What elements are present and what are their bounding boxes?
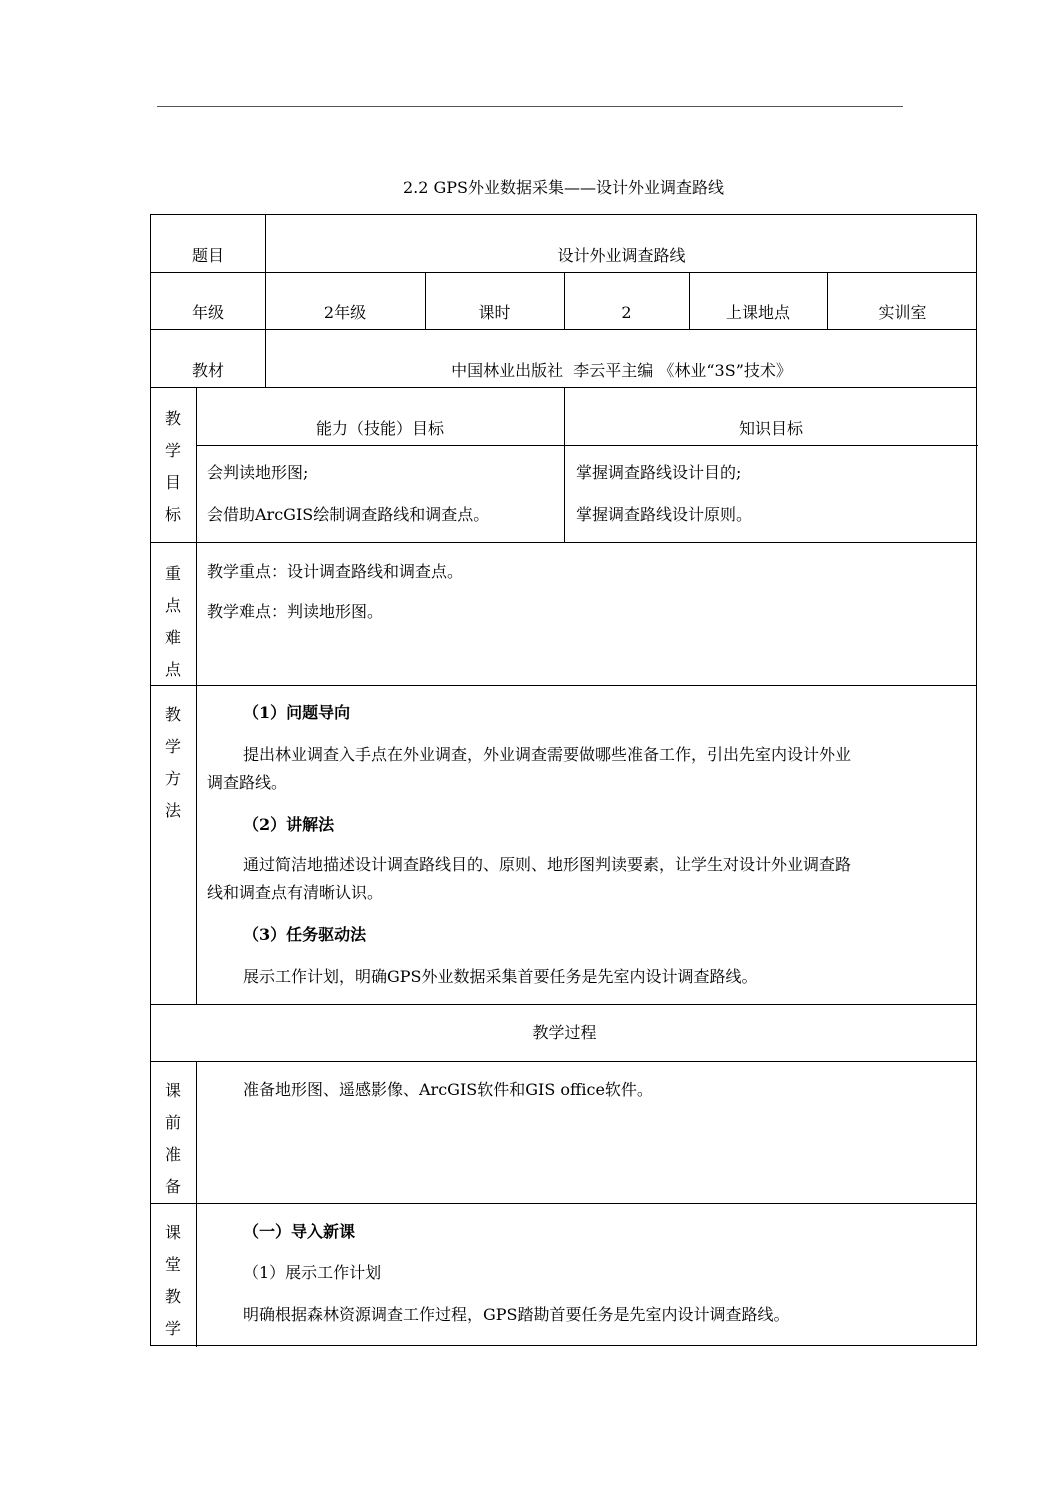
ability-item: 会借助ArcGIS绘制调查路线和调查点。 bbox=[207, 505, 490, 524]
teaching-process-header: 教学过程 bbox=[532, 1023, 597, 1042]
row-divider bbox=[151, 542, 976, 543]
location-value: 实训室 bbox=[878, 303, 927, 322]
ability-item: 会判读地形图; bbox=[207, 463, 309, 482]
classroom-section-title: （一）导入新课 bbox=[243, 1222, 356, 1241]
method-1-text-cont: 调查路线。 bbox=[207, 773, 288, 792]
grade-value: 2年级 bbox=[323, 303, 367, 322]
method-3-text: 展示工作计划，明确GPS外业数据采集首要任务是先室内设计调查路线。 bbox=[243, 967, 758, 986]
textbook-label: 教材 bbox=[191, 361, 224, 380]
method-1-text: 提出林业调查入手点在外业调查，外业调查需要做哪些准备工作，引出先室内设计外业 bbox=[243, 745, 852, 764]
col-divider bbox=[196, 387, 197, 1004]
method-2-title: （2）讲解法 bbox=[243, 815, 335, 834]
row-divider bbox=[151, 329, 976, 330]
preparation-side-label: 课 前 准 备 bbox=[164, 1081, 181, 1196]
key-points-side-label: 重 点 难 点 bbox=[164, 564, 181, 679]
classroom-subtitle: （1）展示工作计划 bbox=[243, 1263, 382, 1282]
method-1-title: （1）问题导向 bbox=[243, 703, 351, 722]
row-divider bbox=[151, 1203, 976, 1204]
method-2-text-cont: 线和调查点有清晰认识。 bbox=[207, 883, 384, 902]
row-divider bbox=[151, 685, 976, 686]
grade-label: 年级 bbox=[191, 303, 224, 322]
classroom-text: 明确根据森林资源调查工作过程，GPS踏勘首要任务是先室内设计调查路线。 bbox=[243, 1305, 790, 1324]
teaching-difficulty: 教学难点：判读地形图。 bbox=[207, 602, 384, 621]
col-divider bbox=[265, 215, 266, 387]
hours-value: 2 bbox=[621, 303, 632, 322]
teaching-focus: 教学重点：设计调查路线和调查点。 bbox=[207, 562, 464, 581]
location-label: 上课地点 bbox=[725, 303, 790, 322]
knowledge-item: 掌握调查路线设计目的; bbox=[576, 463, 742, 482]
col-divider bbox=[196, 1061, 197, 1347]
method-2-text: 通过简洁地描述设计调查路线目的、原则、地形图判读要素，让学生对设计外业调查路 bbox=[243, 855, 852, 874]
methods-side-label: 教 学 方 法 bbox=[164, 705, 181, 820]
textbook-value: 中国林业出版社 李云平主编 《林业“3S”技术》 bbox=[451, 361, 792, 380]
row-divider bbox=[151, 1061, 976, 1062]
objectives-side-label: 教 学 目 标 bbox=[164, 409, 181, 524]
topic-label: 题目 bbox=[191, 246, 224, 265]
col-divider bbox=[564, 387, 565, 542]
knowledge-objectives-header: 知识目标 bbox=[738, 419, 803, 438]
lesson-plan-table bbox=[150, 214, 977, 1346]
topic-value: 设计外业调查路线 bbox=[557, 246, 686, 265]
classroom-side-label: 课 堂 教 学 bbox=[164, 1223, 181, 1338]
knowledge-item: 掌握调查路线设计原则。 bbox=[576, 505, 753, 524]
preparation-text: 准备地形图、遥感影像、ArcGIS软件和GIS office软件。 bbox=[243, 1080, 653, 1099]
row-divider bbox=[151, 1004, 976, 1005]
method-3-title: （3）任务驱动法 bbox=[243, 925, 367, 944]
ability-objectives-header: 能力（技能）目标 bbox=[315, 419, 444, 438]
document-title: 2.2 GPS外业数据采集——设计外业调查路线 bbox=[402, 178, 725, 197]
header-rule bbox=[157, 106, 903, 107]
hours-label: 课时 bbox=[478, 303, 511, 322]
row-divider bbox=[196, 445, 978, 446]
